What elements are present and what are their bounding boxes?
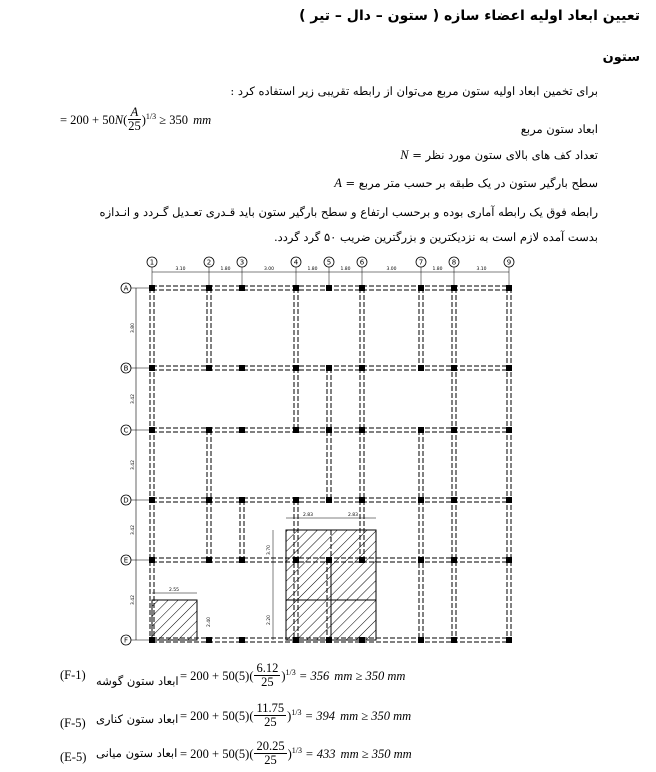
axis-label-F: F xyxy=(123,636,129,645)
page-title: تعیین ابعاد اولیه اعضاء سازه ( ستون – دال – تیر ) xyxy=(299,8,640,24)
column-D6 xyxy=(359,497,365,503)
result-f5-expr: = 200 + 50(5)( $\frac{11.75}{25}$ )$^{1/3}$ = 394 mm ≥ 350 mm xyxy=(180,701,412,729)
column-dim-label: 1.80 xyxy=(307,267,318,272)
row-dim-label: 3.42 xyxy=(131,393,136,405)
result-e5-label: ابعاد ستون میانی xyxy=(96,746,178,760)
column-D8 xyxy=(451,497,457,503)
column-C3 xyxy=(239,427,245,433)
formula-label: ابعاد ستون مربع xyxy=(520,122,598,136)
axis-label-1: 1 xyxy=(149,258,155,267)
column-dim-label: 3.00 xyxy=(386,267,397,272)
column-D3 xyxy=(239,497,245,503)
column-B8 xyxy=(451,365,457,371)
column-C7 xyxy=(418,427,424,433)
axis-label-C: C xyxy=(123,426,129,435)
column-B7 xyxy=(418,365,424,371)
column-dim-label: 1.80 xyxy=(220,267,231,272)
axis-label-4: 4 xyxy=(293,258,299,267)
formula-unit: mm xyxy=(193,113,212,127)
formula-exponent: 1/3 xyxy=(145,111,157,121)
column-dim-label: 3.10 xyxy=(476,267,487,272)
column-F7 xyxy=(418,637,424,643)
result-f1-label: ابعاد ستون گوشه xyxy=(96,674,179,688)
column-B2 xyxy=(206,365,212,371)
column-E2 xyxy=(206,557,212,563)
corner-height-dim: 2.40 xyxy=(207,616,212,628)
column-D4 xyxy=(293,497,299,503)
floor-plan xyxy=(118,254,528,646)
result-f5-label: ابعاد ستون کناری xyxy=(96,712,179,726)
formula-fraction: $\frac{A}{25}$ xyxy=(128,105,141,133)
column-E9 xyxy=(506,557,512,563)
axis-label-6: 6 xyxy=(359,258,365,267)
axis-label-8: 8 xyxy=(451,258,457,267)
column-D9 xyxy=(506,497,512,503)
square-column-formula: = 200 + 50N( $\frac{A}{25}$ )$^{1/3}$ ≥ 350 mm xyxy=(60,105,212,133)
corner-load-area xyxy=(152,600,197,640)
column-C9 xyxy=(506,427,512,433)
row-dim-label: 3.80 xyxy=(131,322,136,334)
row-dim-label: 3.42 xyxy=(131,459,136,471)
column-D2 xyxy=(206,497,212,503)
column-C4 xyxy=(293,427,299,433)
formula-var-n: N xyxy=(114,113,124,127)
column-B4 xyxy=(293,365,299,371)
column-B9 xyxy=(506,365,512,371)
column-F2 xyxy=(206,637,212,643)
column-C5 xyxy=(326,427,332,433)
axis-label-B: B xyxy=(123,364,129,373)
row-dim-label: 3.42 xyxy=(131,524,136,536)
result-f1-expr: = 200 + 50(5)( $\frac{6.12}{25}$ )$^{1/3}$ = 356 mm ≥ 350 mm xyxy=(180,661,406,689)
column-E3 xyxy=(239,557,245,563)
column-dim-label: 1.80 xyxy=(432,267,443,272)
column-dim-label: 3.10 xyxy=(175,267,186,272)
axis-label-D: D xyxy=(123,496,129,505)
formula-tail: ≥ 350 xyxy=(159,113,189,127)
plan-drawing xyxy=(121,257,514,645)
column-B5 xyxy=(326,365,332,371)
column-D7 xyxy=(418,497,424,503)
middle-top-right-dim: 2.83 xyxy=(347,513,359,518)
column-B6 xyxy=(359,365,365,371)
column-C8 xyxy=(451,427,457,433)
corner-width-dim: 2.55 xyxy=(168,588,180,593)
middle-height-lower-dim: 2.20 xyxy=(267,614,272,626)
result-f5: (F-5) xyxy=(60,716,86,730)
column-C2 xyxy=(206,427,212,433)
column-F3 xyxy=(239,637,245,643)
middle-height-upper-dim: 3.70 xyxy=(267,544,272,556)
paragraph-line-1: رابطه فوق یک رابطه آماری بوده و برحسب ارتفاع و سطح بارگیر ستون باید قـدری تعـدیل گـردد و انـدازه xyxy=(99,205,598,219)
result-f1: (F-1) xyxy=(60,668,86,682)
middle-top-left-dim: 2.83 xyxy=(302,513,314,518)
result-e5-expr: = 200 + 50(5)( $\frac{20.25}{25}$ )$^{1/3}$ = 433 mm ≥ 350 mm xyxy=(180,739,412,767)
axis-label-3: 3 xyxy=(239,258,245,267)
column-dim-label: 1.80 xyxy=(340,267,351,272)
intro-text: برای تخمین ابعاد اولیه ستون مربع می‌توان از رابطه تقریبی زیر استفاده کرد : xyxy=(230,84,598,98)
axis-label-9: 9 xyxy=(506,258,512,267)
definition-a: A = سطح بارگیر ستون در یک طبقه بر حسب متر مربع xyxy=(334,176,598,190)
result-e5: (E-5) xyxy=(60,750,87,764)
axis-label-7: 7 xyxy=(418,258,424,267)
row-dim-label: 3.42 xyxy=(131,594,136,606)
column-B3 xyxy=(239,365,245,371)
column-E7 xyxy=(418,557,424,563)
axis-label-A: A xyxy=(123,284,129,293)
axis-label-5: 5 xyxy=(326,258,332,267)
column-C6 xyxy=(359,427,365,433)
axis-label-2: 2 xyxy=(206,258,212,267)
section-heading: ستون xyxy=(602,50,640,65)
column-D5 xyxy=(326,497,332,503)
column-F8 xyxy=(451,637,457,643)
paragraph-line-2: بدست آمده لازم است به نزدیکترین و بزرگترین ضریب ۵۰ گرد گردد. xyxy=(273,230,598,244)
definition-n: N = تعداد کف های بالای ستون مورد نظر xyxy=(400,148,598,162)
column-F9 xyxy=(506,637,512,643)
axis-label-E: E xyxy=(123,556,129,565)
column-dim-label: 3.00 xyxy=(263,267,275,272)
column-E8 xyxy=(451,557,457,563)
formula-prefix: = 200 + 50 xyxy=(60,113,115,127)
